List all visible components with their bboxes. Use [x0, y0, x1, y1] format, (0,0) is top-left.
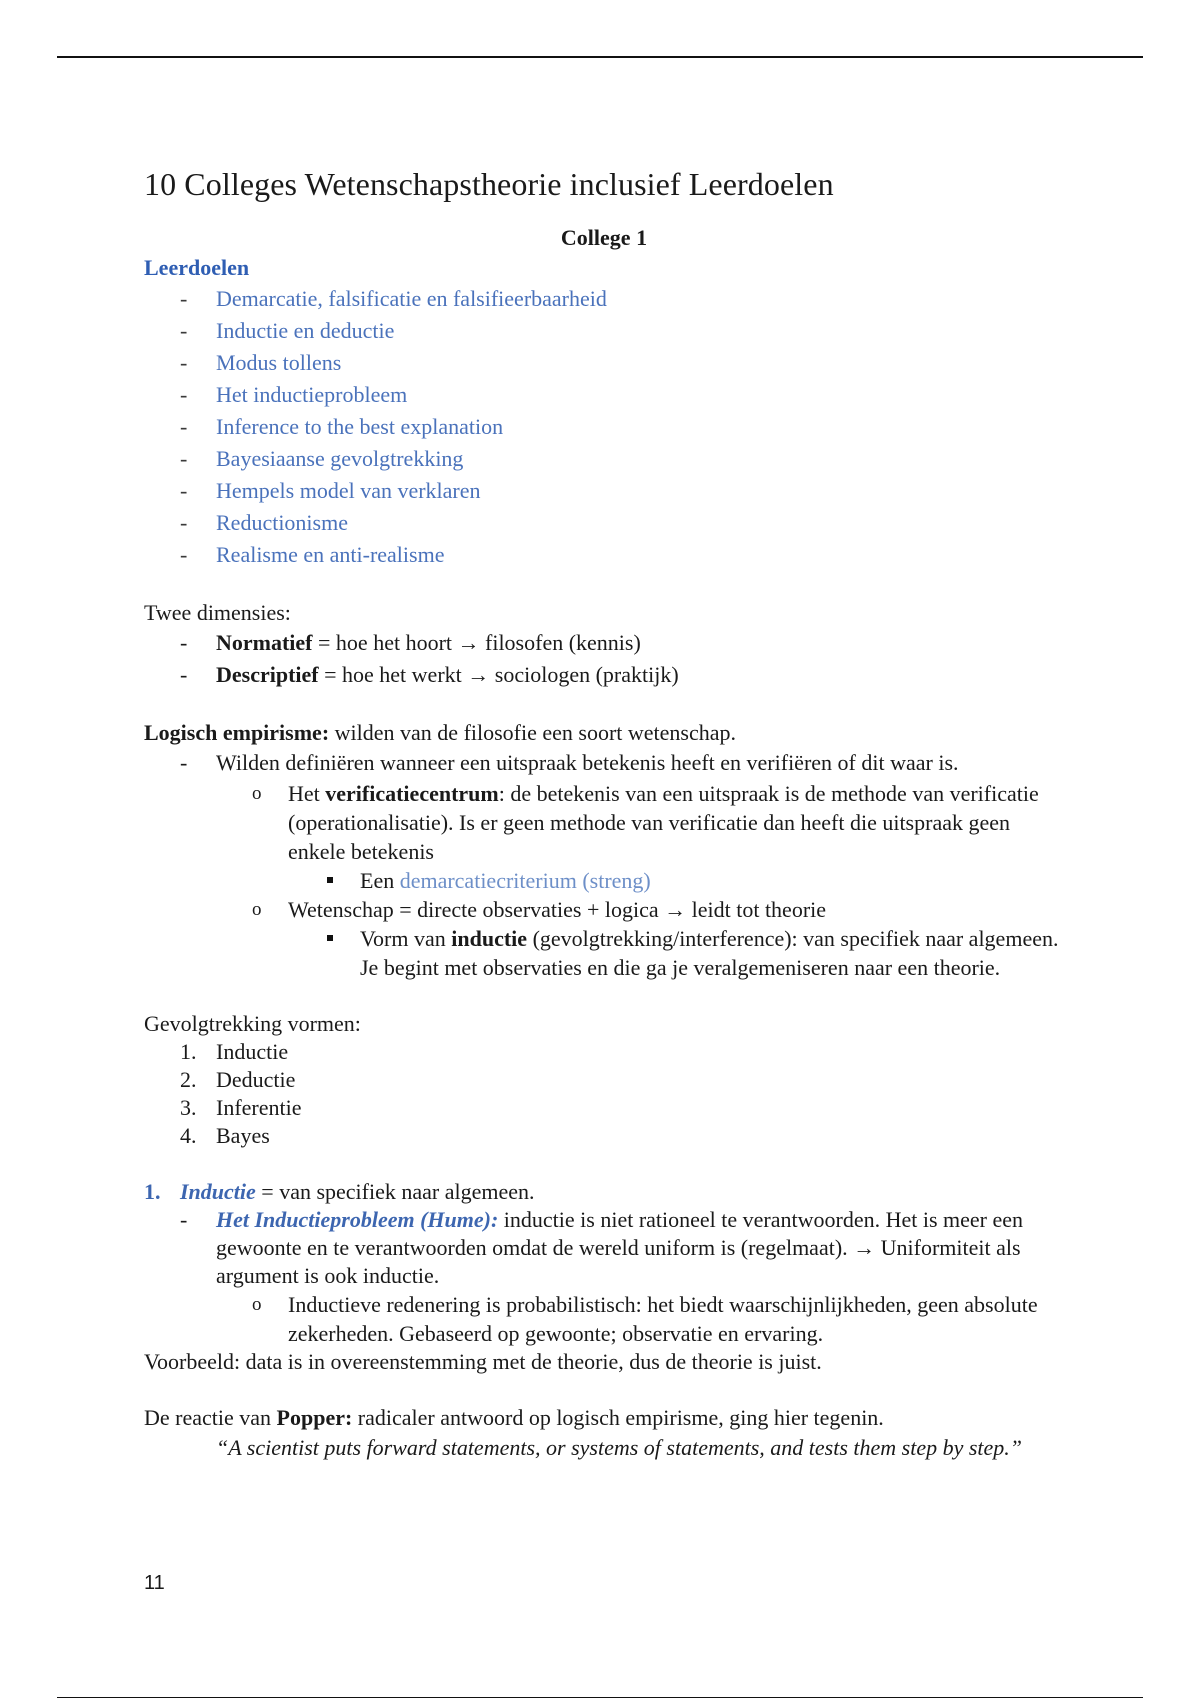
list-item — [288, 866, 1064, 895]
list-item — [216, 895, 1064, 982]
list-item-text: Inductie — [216, 1039, 289, 1064]
list-item-text: Wetenschap = directe observaties + logica → leidt tot theorie — [288, 897, 827, 922]
text-fragment: = van specifiek naar algemeen. — [255, 1179, 535, 1204]
list-item — [288, 924, 1064, 982]
list-item-text: Wilden definiëren wanneer een uitspraak betekenis heeft en verifiëren of dit waar is. — [216, 750, 959, 775]
list-item — [144, 659, 1064, 691]
text-fragment: radicaler antwoord op logisch empirisme, ging hier tegenin. — [352, 1405, 884, 1430]
list-item: - Modus tollens — [144, 347, 1064, 379]
list-item: - Inference to the best explanation — [144, 411, 1064, 443]
term-inductie-heading: Inductie — [180, 1179, 256, 1204]
list-item — [144, 1066, 1064, 1094]
list-item — [144, 747, 1064, 982]
term-inductieprobleem: Het Inductieprobleem (Hume): — [216, 1207, 499, 1232]
list-item: - Het inductieprobleem — [144, 379, 1064, 411]
text-fragment: Het — [288, 781, 326, 806]
text-fragment: : de betekenis van een uitspraak is de methode van verificatie (operationalisatie). Is er geen methode van verificatie dan heeft die uitspraak geen enkele betekenis — [288, 781, 1039, 864]
list-item-text: Bayes — [216, 1123, 270, 1148]
definition-text: = hoe het hoort → filosofen (kennis) — [312, 630, 641, 655]
list-item — [144, 1094, 1064, 1122]
inductie-list — [144, 1206, 1064, 1348]
dimensions-list — [144, 627, 1064, 691]
popper-paragraph — [144, 1404, 1064, 1432]
footer-rule — [57, 1697, 1143, 1698]
sub-sub-list — [288, 866, 1064, 895]
text-fragment: inductie is niet rationeel te verantwoorden. Het is meer een gewoonte en te verantwoorden omdat de wereld uniform is (regelmaat). → Uniformiteit als argument is ook inductie. — [216, 1207, 1024, 1288]
logisch-empirisme-paragraph — [144, 719, 1064, 747]
dimensions-intro: Twee dimensies: — [144, 600, 291, 625]
definition-text: = hoe het werkt → sociologen (praktijk) — [318, 662, 679, 687]
list-item: o Inductieve redenering is probabilistisch: het biedt waarschijnlijkheden, geen absolute zekerheden. Gebaseerd op gewoonte; observatie en ervaring. — [216, 1290, 1064, 1348]
term-normatief: Normatief — [216, 630, 313, 655]
section-number: 1. — [144, 1179, 161, 1204]
list-item: - Inductie en deductie — [144, 315, 1064, 347]
term-popper: Popper: — [276, 1405, 353, 1430]
logisch-list — [144, 747, 1064, 982]
list-item: - Bayesiaanse gevolgtrekking — [144, 443, 1064, 475]
list-item — [216, 779, 1064, 895]
list-item-text: Inferentie — [216, 1095, 302, 1120]
text-fragment: Vorm van — [360, 926, 452, 951]
college-heading: College 1 — [560, 225, 648, 250]
inductie-section — [144, 1178, 1064, 1206]
term-inductie: inductie — [451, 926, 528, 951]
list-item — [144, 627, 1064, 659]
term-descriptief: Descriptief — [216, 662, 319, 687]
list-item — [144, 1178, 1064, 1206]
list-number: 1. — [180, 1039, 197, 1064]
list-item — [144, 1038, 1064, 1066]
term-verificatiecentrum: verificatiecentrum — [325, 781, 499, 806]
leerdoelen-heading: Leerdoelen — [144, 255, 250, 280]
document-page — [144, 166, 1064, 1464]
list-item: - Reductionisme — [144, 507, 1064, 539]
voorbeeld-text: Voorbeeld: data is in overeenstemming met de theorie, dus de theorie is juist. — [144, 1349, 822, 1374]
document-title: 10 Colleges Wetenschapstheorie inclusief Leerdoelen — [144, 166, 834, 202]
list-item: - Demarcatie, falsificatie en falsifieerbaarheid — [144, 283, 1064, 315]
list-item: - Realisme en anti-realisme — [144, 539, 1064, 571]
sub-list — [216, 779, 1064, 982]
sub-sub-list — [288, 924, 1064, 982]
list-number: 3. — [180, 1095, 197, 1120]
page-number: 11 — [144, 1572, 165, 1594]
list-item — [144, 1122, 1064, 1150]
gevolgtrekking-intro: Gevolgtrekking vormen: — [144, 1011, 361, 1036]
popper-quote: “A scientist puts forward statements, or systems of statements, and tests them step by step.” — [216, 1435, 1023, 1460]
list-item-text: Deductie — [216, 1067, 296, 1092]
paragraph-text: wilden van de filosofie een soort wetenschap. — [329, 720, 737, 745]
text-fragment: De reactie van — [144, 1405, 277, 1430]
text-fragment: (gevolgtrekking/interference): van specifiek naar algemeen. Je begint met observaties en die ga je veralgemeniseren naar een theorie. — [360, 926, 1059, 980]
list-item — [144, 1206, 1064, 1348]
gevolgtrekking-list — [144, 1038, 1064, 1150]
demarcatiecriterium-link[interactable]: demarcatiecriterium (streng) — [399, 868, 651, 893]
term-logisch-empirisme: Logisch empirisme: — [144, 720, 330, 745]
sub-list — [216, 1290, 1064, 1348]
text-fragment: Een — [360, 868, 400, 893]
list-number: 2. — [180, 1067, 197, 1092]
list-number: 4. — [180, 1123, 197, 1148]
list-item: - Hempels model van verklaren — [144, 475, 1064, 507]
leerdoelen-list — [144, 283, 1064, 571]
header-rule — [57, 56, 1143, 58]
